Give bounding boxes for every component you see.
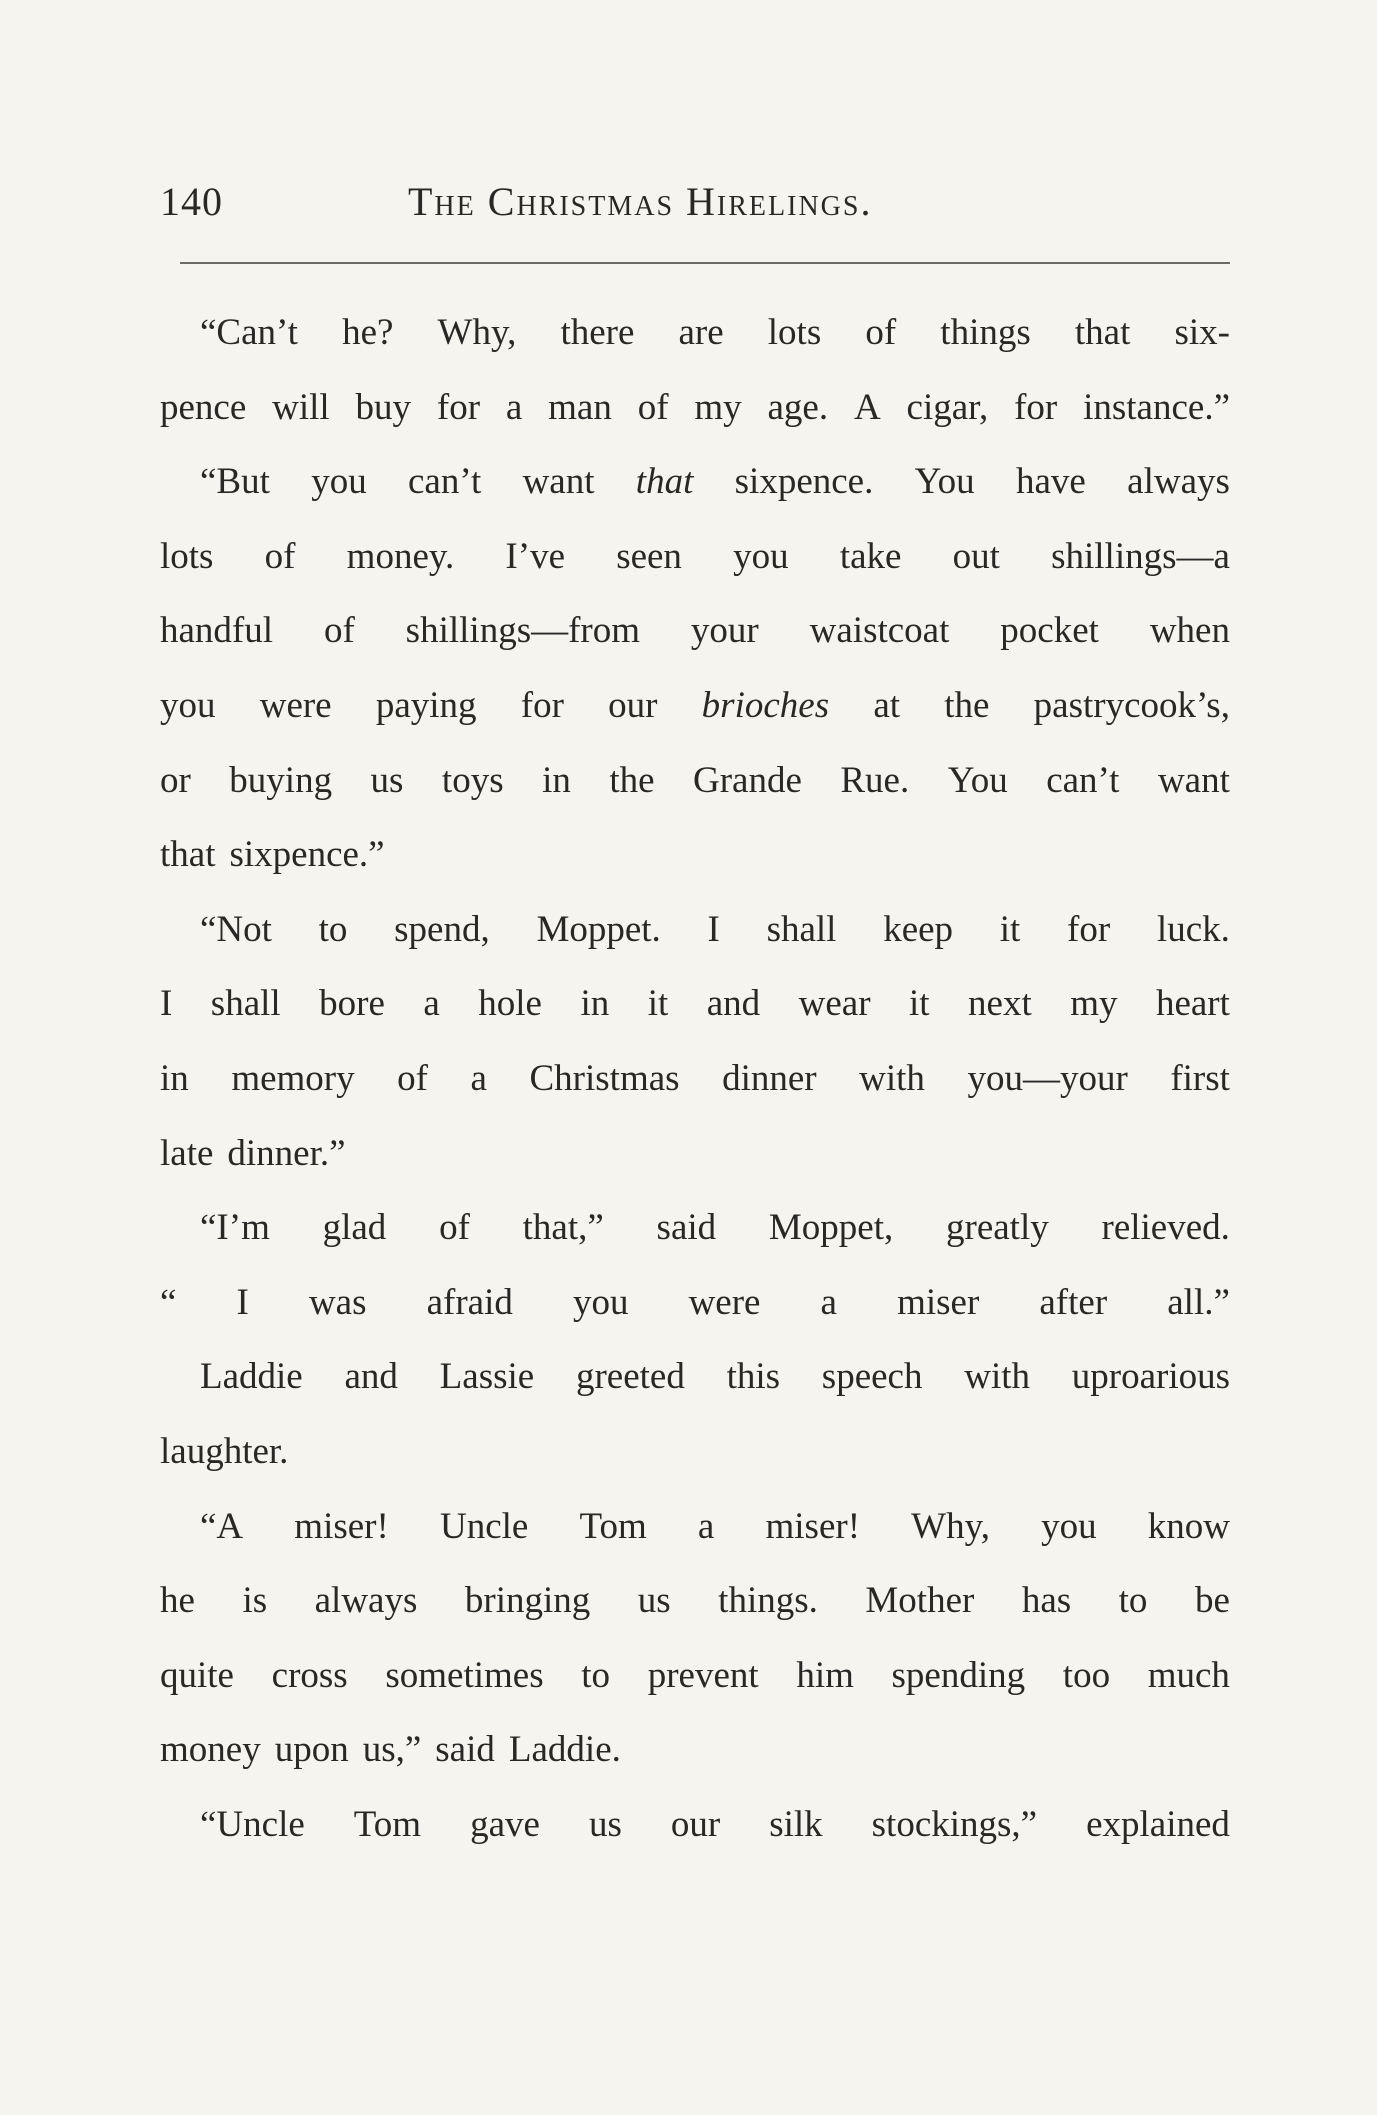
word: was bbox=[308, 1281, 367, 1323]
word: there bbox=[560, 312, 635, 353]
word: you bbox=[311, 461, 367, 503]
word: that bbox=[635, 461, 694, 503]
word: memory bbox=[231, 1057, 355, 1099]
word: money. bbox=[346, 535, 455, 577]
word: sixpence. bbox=[734, 461, 874, 503]
word: will bbox=[272, 386, 330, 428]
word: a bbox=[820, 1281, 837, 1323]
word: six- bbox=[1174, 312, 1230, 353]
word: want bbox=[522, 461, 595, 503]
word: prevent bbox=[647, 1654, 759, 1696]
word: of bbox=[865, 312, 897, 353]
word: he? bbox=[342, 312, 394, 353]
word: to bbox=[1118, 1580, 1148, 1622]
text-line bbox=[160, 893, 1230, 968]
word: your bbox=[690, 610, 759, 652]
word: greatly bbox=[946, 1207, 1049, 1249]
text-line bbox=[160, 1713, 1230, 1788]
word: silk bbox=[769, 1803, 823, 1845]
text-line bbox=[160, 594, 1230, 669]
word: it bbox=[909, 983, 930, 1025]
word: dinner bbox=[722, 1057, 817, 1099]
text-line bbox=[160, 669, 1230, 744]
word: age. bbox=[767, 386, 829, 428]
word: for bbox=[520, 684, 564, 726]
word: laughter. bbox=[160, 1430, 289, 1472]
word: quite bbox=[160, 1654, 234, 1696]
word: our bbox=[608, 684, 658, 726]
word: I bbox=[160, 983, 173, 1025]
text-line bbox=[160, 818, 1230, 893]
word: Lassie bbox=[439, 1356, 535, 1398]
word: luck. bbox=[1156, 908, 1230, 950]
word: Why, bbox=[911, 1505, 990, 1547]
word: a bbox=[697, 1505, 715, 1547]
word: have bbox=[1015, 461, 1086, 503]
word: the bbox=[609, 759, 655, 801]
word: us bbox=[637, 1580, 671, 1622]
word: afraid bbox=[426, 1281, 513, 1323]
word: hole bbox=[478, 983, 542, 1025]
word: shall bbox=[766, 908, 837, 950]
text-line bbox=[160, 296, 1230, 371]
word: after bbox=[1039, 1281, 1108, 1323]
word: “ bbox=[160, 1281, 177, 1323]
word: for bbox=[436, 386, 481, 428]
word: Laddie bbox=[200, 1356, 303, 1398]
word: always bbox=[1127, 461, 1230, 503]
word: You bbox=[947, 759, 1008, 801]
word: speech bbox=[821, 1356, 923, 1398]
word: first bbox=[1170, 1057, 1230, 1099]
word: Tom bbox=[353, 1803, 422, 1845]
word: upon bbox=[274, 1729, 349, 1771]
word: handful bbox=[160, 610, 274, 652]
word: a bbox=[423, 983, 440, 1025]
word: Tom bbox=[579, 1505, 647, 1547]
word: lots bbox=[767, 312, 822, 353]
word: “Uncle bbox=[200, 1803, 305, 1845]
word: Moppet, bbox=[768, 1207, 894, 1249]
text-line bbox=[160, 1340, 1230, 1415]
word: or bbox=[160, 759, 191, 801]
word: my bbox=[1070, 983, 1118, 1025]
word: were bbox=[688, 1281, 761, 1323]
word: you bbox=[733, 535, 789, 577]
word: of bbox=[323, 610, 355, 652]
word: that bbox=[160, 834, 216, 876]
word: I bbox=[236, 1281, 249, 1323]
word: bringing bbox=[464, 1580, 591, 1622]
word: keep bbox=[883, 908, 954, 950]
word: explained bbox=[1086, 1803, 1230, 1845]
word: at bbox=[873, 684, 901, 726]
word: “But bbox=[200, 461, 270, 503]
word: for bbox=[1014, 386, 1058, 428]
text-line bbox=[160, 1266, 1230, 1341]
word: you bbox=[572, 1281, 629, 1323]
word: shall bbox=[210, 983, 281, 1025]
text-line bbox=[160, 371, 1230, 446]
page-number: 140 bbox=[160, 179, 223, 224]
word: Grande bbox=[693, 759, 802, 801]
word: You bbox=[914, 461, 975, 503]
word: money bbox=[160, 1729, 261, 1771]
word: next bbox=[968, 983, 1032, 1025]
word: and bbox=[344, 1356, 398, 1398]
word: cigar, bbox=[906, 386, 989, 428]
word: Laddie. bbox=[508, 1729, 621, 1771]
word: paying bbox=[375, 684, 477, 726]
word: him bbox=[796, 1654, 854, 1696]
word: things bbox=[940, 312, 1031, 353]
word: pence bbox=[160, 386, 247, 428]
word: were bbox=[259, 684, 332, 726]
word: shillings—a bbox=[1051, 535, 1230, 577]
word: stockings,” bbox=[871, 1803, 1038, 1845]
word: A bbox=[853, 386, 881, 428]
word: sometimes bbox=[385, 1654, 544, 1696]
word: buy bbox=[355, 386, 412, 428]
word: can’t bbox=[407, 461, 482, 503]
word: this bbox=[726, 1356, 781, 1398]
word: you—your bbox=[967, 1057, 1128, 1099]
word: heart bbox=[1155, 983, 1230, 1025]
word: much bbox=[1147, 1654, 1230, 1696]
word: when bbox=[1149, 610, 1230, 652]
text-line bbox=[160, 1415, 1230, 1490]
word: Rue. bbox=[840, 759, 910, 801]
word: he bbox=[160, 1580, 195, 1622]
header-rule bbox=[180, 262, 1230, 264]
word: relieved. bbox=[1101, 1207, 1230, 1249]
text-line bbox=[160, 1191, 1230, 1266]
word: spending bbox=[891, 1654, 1026, 1696]
word: uproarious bbox=[1071, 1356, 1230, 1398]
word: is bbox=[242, 1580, 268, 1622]
word: Why, bbox=[437, 312, 517, 353]
word: of bbox=[637, 386, 669, 428]
word: greeted bbox=[575, 1356, 685, 1398]
word: take bbox=[839, 535, 902, 577]
word: brioches bbox=[701, 684, 830, 726]
word: out bbox=[952, 535, 1000, 577]
word: seen bbox=[616, 535, 682, 577]
text-line bbox=[160, 520, 1230, 595]
word: always bbox=[314, 1580, 418, 1622]
word: wear bbox=[798, 983, 871, 1025]
word: “Not bbox=[200, 908, 272, 950]
word: miser bbox=[897, 1281, 980, 1323]
text-line bbox=[160, 1788, 1230, 1863]
text-line bbox=[160, 1490, 1230, 1565]
word: you bbox=[1041, 1505, 1097, 1547]
word: I bbox=[707, 908, 720, 950]
word: miser! bbox=[294, 1505, 389, 1547]
word: to bbox=[318, 908, 348, 950]
word: buying bbox=[229, 759, 333, 801]
word: our bbox=[670, 1803, 721, 1845]
word: of bbox=[397, 1057, 428, 1099]
word: instance.” bbox=[1083, 386, 1230, 428]
word: the bbox=[944, 684, 990, 726]
word: in bbox=[542, 759, 571, 801]
word: all.” bbox=[1167, 1281, 1230, 1323]
word: waistcoat bbox=[809, 610, 950, 652]
word: sixpence.” bbox=[229, 834, 385, 876]
word: has bbox=[1021, 1580, 1072, 1622]
word: pocket bbox=[1000, 610, 1099, 652]
word: in bbox=[160, 1057, 189, 1099]
text-line bbox=[160, 967, 1230, 1042]
word: “A bbox=[200, 1505, 244, 1547]
word: with bbox=[964, 1356, 1030, 1398]
word: Uncle bbox=[439, 1505, 529, 1547]
word: spend, bbox=[394, 908, 490, 950]
text-line bbox=[160, 1564, 1230, 1639]
word: Moppet. bbox=[536, 908, 661, 950]
word: pastrycook’s, bbox=[1033, 684, 1230, 726]
text-line bbox=[160, 1117, 1230, 1192]
word: for bbox=[1067, 908, 1111, 950]
word: gave bbox=[470, 1803, 540, 1845]
word: that,” bbox=[522, 1207, 604, 1249]
word: can’t bbox=[1046, 759, 1120, 801]
word: us bbox=[370, 759, 404, 801]
word: Mother bbox=[865, 1580, 975, 1622]
word: “I’m bbox=[200, 1207, 270, 1249]
word: want bbox=[1157, 759, 1230, 801]
word: toys bbox=[441, 759, 504, 801]
body-text bbox=[160, 296, 1230, 1862]
word: lots bbox=[160, 535, 214, 577]
word: dinner.” bbox=[227, 1132, 346, 1174]
word: cross bbox=[271, 1654, 348, 1696]
word: of bbox=[264, 535, 296, 577]
word: a bbox=[470, 1057, 487, 1099]
word: with bbox=[859, 1057, 925, 1099]
running-title: The Christmas Hirelings. bbox=[408, 179, 873, 224]
word: us,” bbox=[362, 1729, 422, 1771]
text-line bbox=[160, 1639, 1230, 1714]
word: miser! bbox=[765, 1505, 861, 1547]
word: to bbox=[581, 1654, 611, 1696]
word: late bbox=[160, 1132, 214, 1174]
word: things. bbox=[718, 1580, 818, 1622]
word: are bbox=[678, 312, 724, 353]
word: I’ve bbox=[505, 535, 565, 577]
word: that bbox=[1074, 312, 1131, 353]
word: said bbox=[435, 1729, 495, 1771]
word: know bbox=[1147, 1505, 1230, 1547]
word: a bbox=[505, 386, 523, 428]
word: us bbox=[588, 1803, 622, 1845]
text-line bbox=[160, 744, 1230, 819]
word: said bbox=[656, 1207, 717, 1249]
word: of bbox=[439, 1207, 470, 1249]
word: it bbox=[999, 908, 1021, 950]
text-line bbox=[160, 445, 1230, 520]
word: bore bbox=[319, 983, 385, 1025]
word: in bbox=[580, 983, 610, 1025]
word: my bbox=[694, 386, 742, 428]
word: Christmas bbox=[529, 1057, 680, 1099]
word: it bbox=[647, 983, 669, 1025]
running-head bbox=[160, 178, 1240, 238]
word: be bbox=[1194, 1580, 1230, 1622]
text-line bbox=[160, 1042, 1230, 1117]
word: you bbox=[160, 684, 216, 726]
word: glad bbox=[322, 1207, 387, 1249]
word: shillings—from bbox=[405, 610, 641, 652]
word: and bbox=[706, 983, 761, 1025]
word: “Can’t bbox=[200, 312, 298, 353]
word: too bbox=[1062, 1654, 1111, 1696]
word: man bbox=[548, 386, 612, 428]
